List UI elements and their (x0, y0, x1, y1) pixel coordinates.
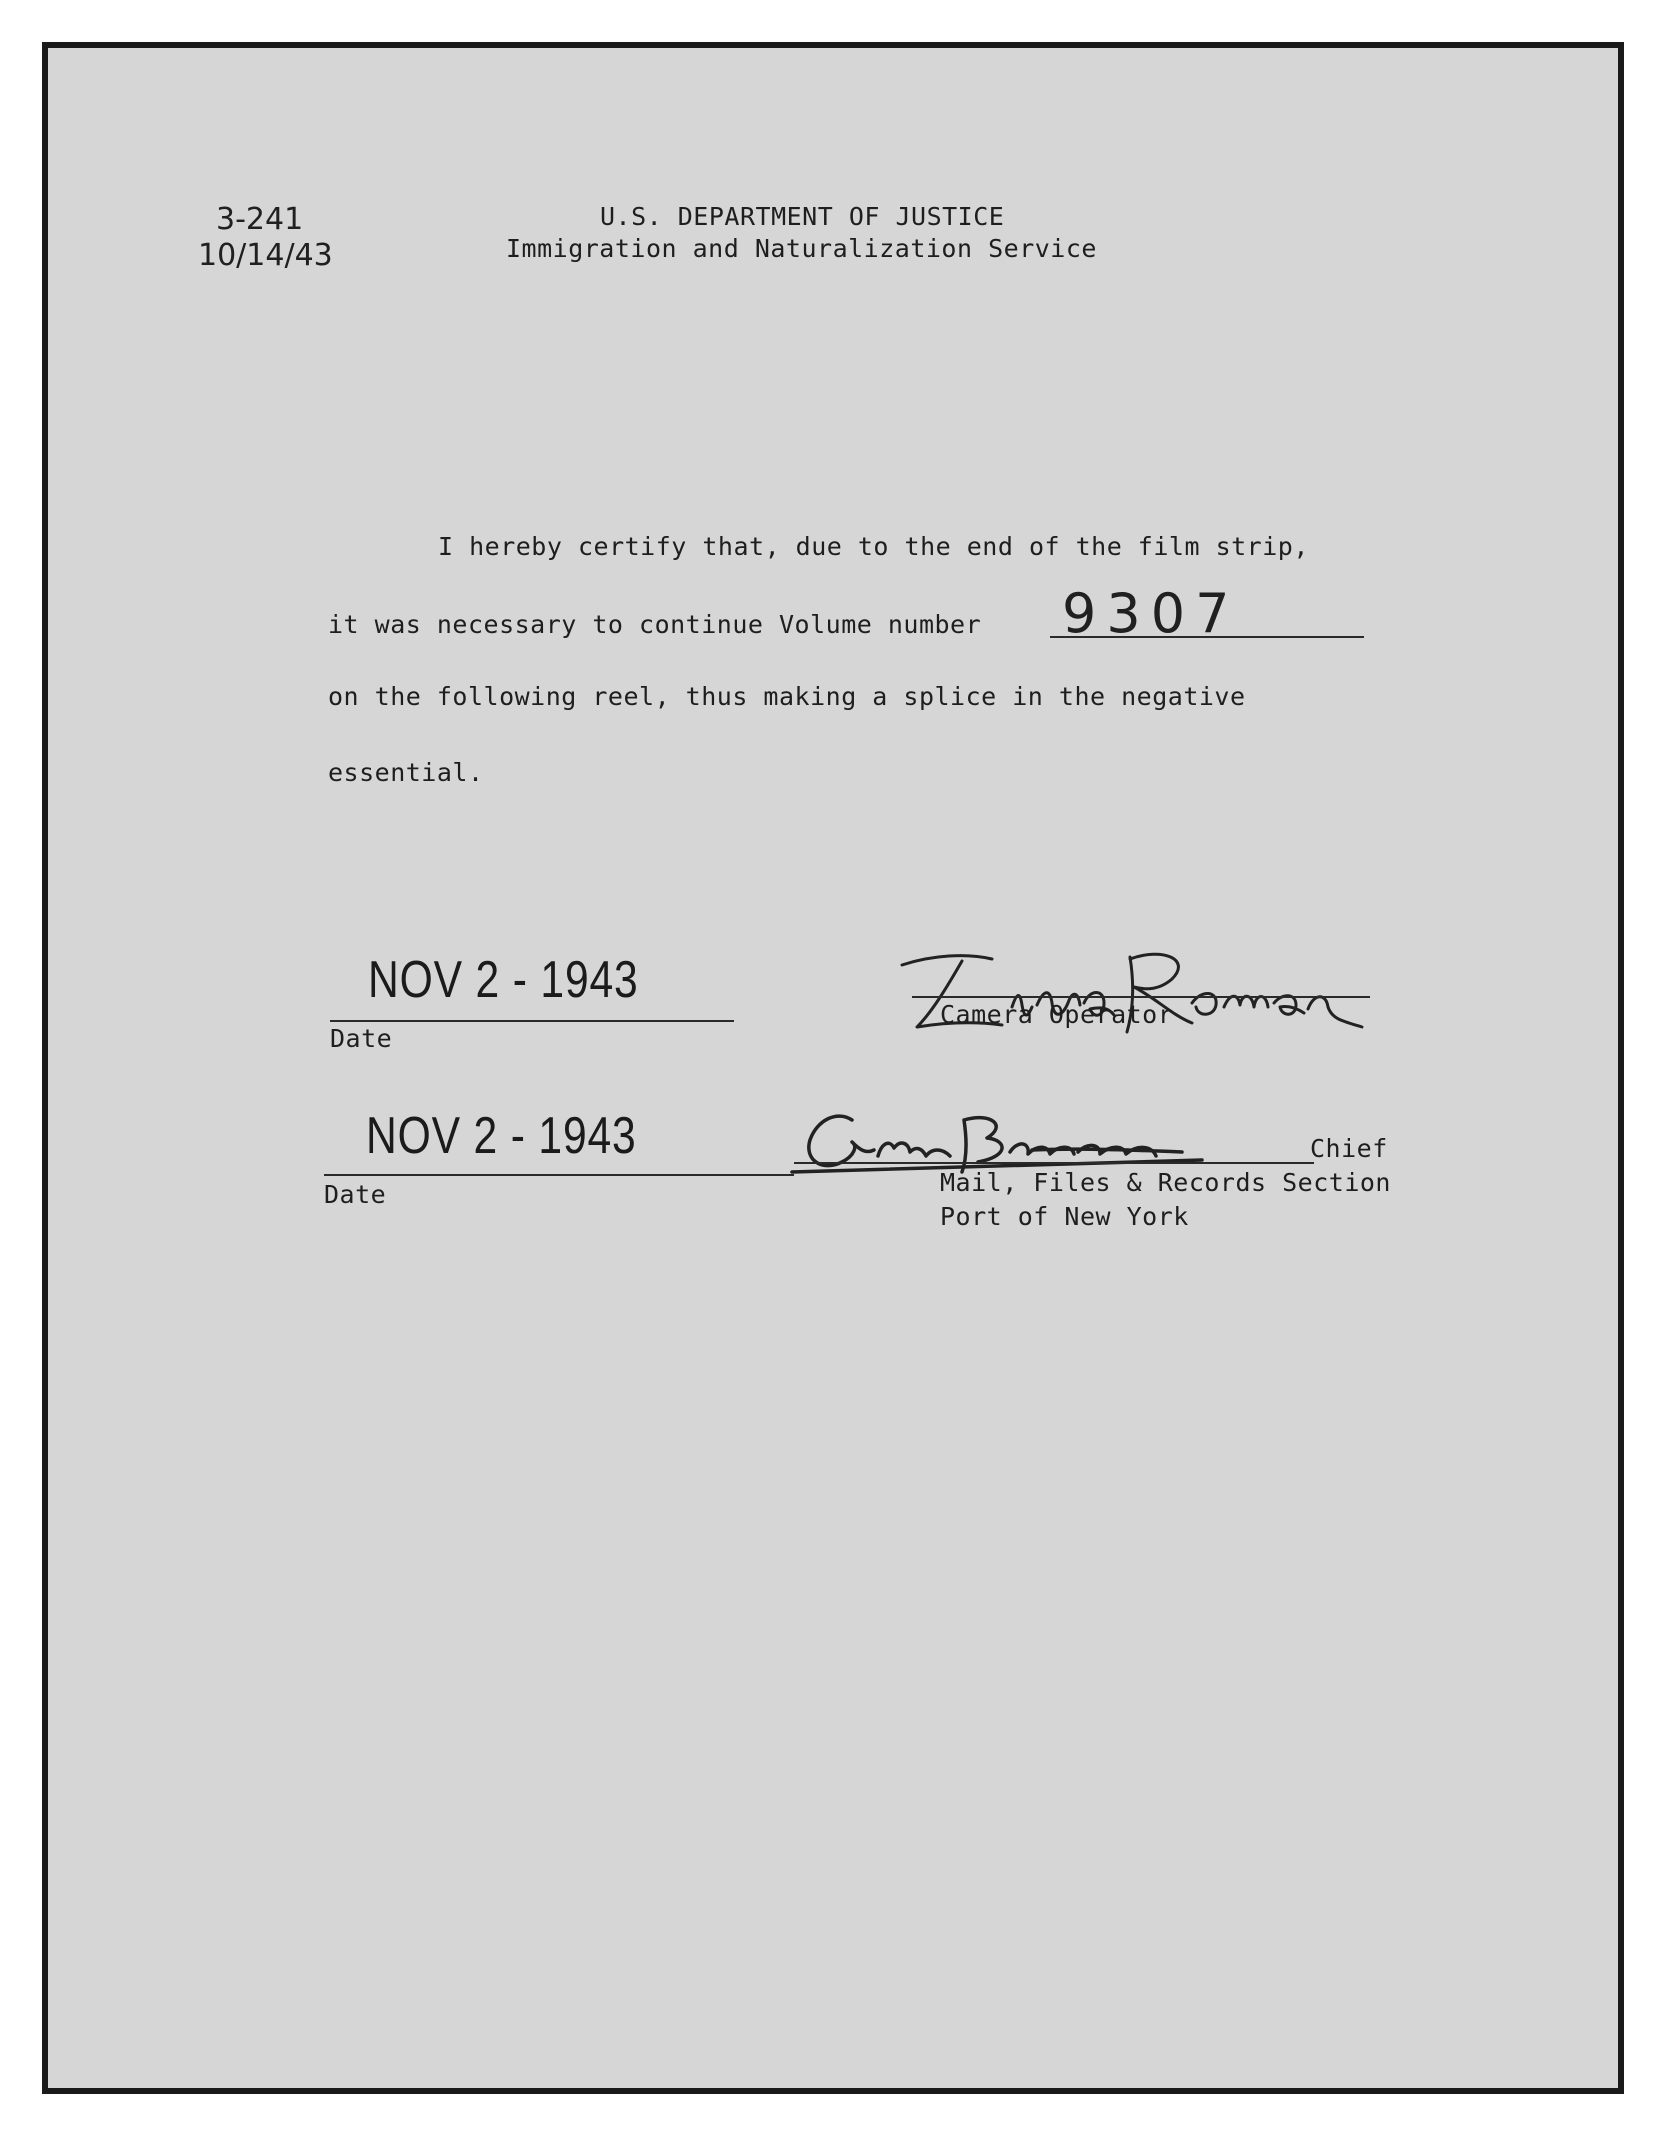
operator-signature-line (912, 996, 1370, 998)
chief-date-line (324, 1174, 794, 1176)
operator-title-label: Camera Operator (940, 1000, 1174, 1029)
operator-date-label: Date (330, 1024, 393, 1053)
chief-signature-line (794, 1162, 1314, 1164)
chief-title-label: Chief (1310, 1134, 1388, 1163)
service-subheading: Immigration and Naturalization Service (506, 234, 1097, 263)
chief-title-line-2: Port of New York (940, 1202, 1189, 1231)
operator-date-stamp: NOV 2 - 1943 (368, 951, 639, 1009)
body-line-4: essential. (328, 758, 484, 787)
form-number: 3-241 (216, 202, 304, 237)
chief-date-stamp: NOV 2 - 1943 (366, 1107, 637, 1165)
chief-title-line-1: Mail, Files & Records Section (940, 1168, 1391, 1197)
chief-date-label: Date (324, 1180, 387, 1209)
body-line-3: on the following reel, thus making a splice in the negative (328, 682, 1246, 711)
operator-date-line (330, 1020, 734, 1022)
operator-signature (872, 937, 1472, 1047)
form-date: 10/14/43 (198, 238, 333, 273)
body-line-1: I hereby certify that, due to the end of the film strip, (438, 532, 1309, 561)
volume-number: 9307 (1062, 582, 1240, 645)
agency-heading: U.S. DEPARTMENT OF JUSTICE (600, 202, 1005, 231)
body-line-2: it was necessary to continue Volume number (328, 610, 982, 639)
document-page (42, 42, 1624, 2094)
